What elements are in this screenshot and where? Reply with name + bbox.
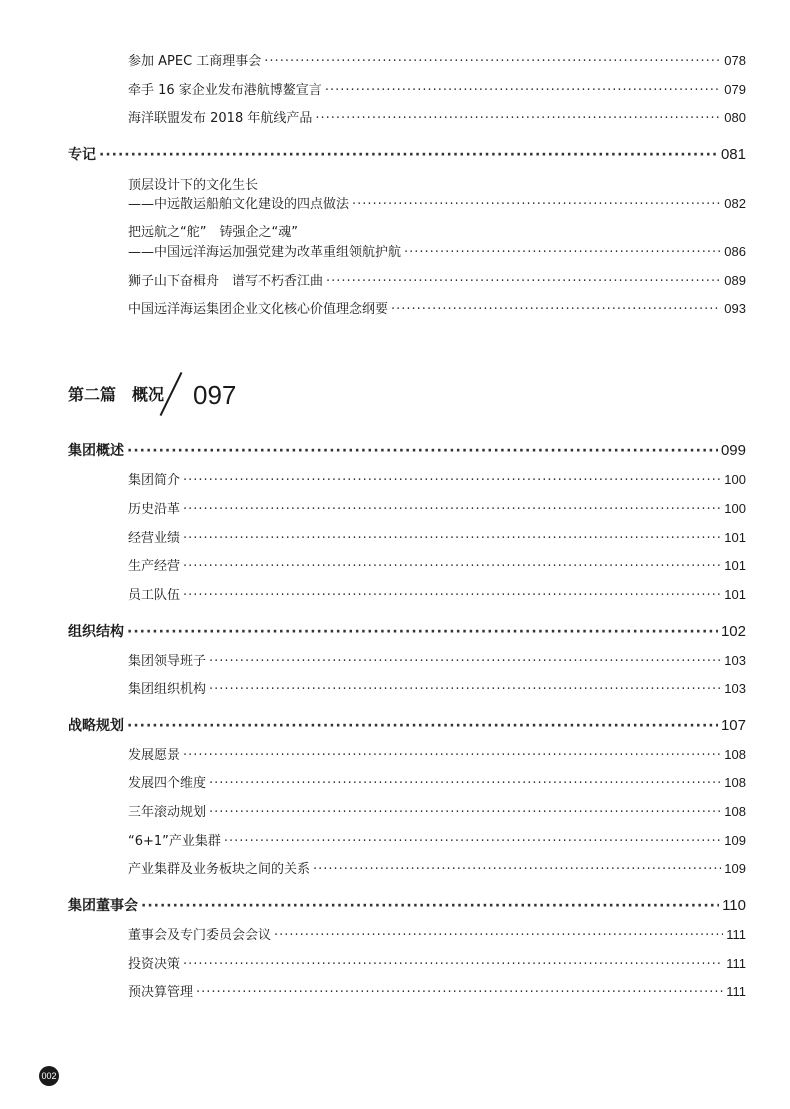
toc-entry-title: 集团简介 [128, 473, 181, 488]
leader-dots [313, 862, 721, 877]
leader-dots [391, 302, 721, 317]
toc-entry-page: 109 [724, 861, 746, 876]
toc-section-title: 组织结构 [68, 624, 124, 640]
leader-dots [141, 898, 719, 914]
toc-entry-title: 董事会及专门委员会会议 [128, 928, 272, 943]
leader-dots [127, 624, 718, 640]
leader-dots [209, 776, 721, 791]
toc-entry-page: 093 [724, 301, 746, 316]
toc-entry[interactable] [128, 498, 746, 517]
toc-entry[interactable] [128, 650, 746, 669]
toc-section-title: 战略规划 [68, 718, 124, 734]
toc-entry-title: 历史沿革 [128, 502, 181, 517]
toc-entry-title: 经营业绩 [128, 531, 181, 546]
leader-dots [315, 111, 721, 126]
toc-entry-page: 101 [724, 558, 746, 573]
toc-entry-page: 108 [724, 775, 746, 790]
toc-entry[interactable] [128, 801, 746, 820]
toc-section-page: 099 [720, 442, 746, 459]
toc-section-page: 081 [720, 146, 746, 163]
leader-dots [127, 443, 718, 459]
toc-entry-subtitle: ——中国远洋海运加强党建为改革重组领航护航 [128, 245, 402, 260]
toc-section[interactable] [68, 715, 746, 735]
part-page-number: 097 [193, 380, 237, 410]
leader-dots [183, 559, 721, 574]
toc-entry-title: 参加 APEC 工商理事会 [128, 54, 262, 69]
toc-section[interactable] [68, 144, 746, 164]
toc-entry-title: 发展愿景 [128, 748, 181, 763]
leader-dots [183, 748, 721, 763]
toc-entry-title: 产业集群及业务板块之间的关系 [128, 862, 311, 877]
leader-dots [183, 473, 721, 488]
toc-entry-page: 100 [724, 472, 746, 487]
toc-entry-title[interactable]: 把远航之“舵” 铸强企之“魂” [128, 225, 298, 240]
toc-entry-title: 集团领导班子 [128, 654, 207, 669]
toc-entry[interactable] [128, 744, 746, 763]
toc-section-page: 107 [720, 717, 746, 734]
leader-dots [264, 54, 721, 69]
toc-entry[interactable] [128, 981, 746, 1000]
toc-entry-title: 生产经营 [128, 559, 181, 574]
leader-dots [352, 197, 721, 212]
toc-section-title: 集团概述 [68, 443, 124, 459]
leader-dots [325, 83, 721, 98]
toc-entry-page: 079 [724, 82, 746, 97]
toc-entry-page: 108 [724, 747, 746, 762]
toc-entry-title[interactable]: 顶层设计下的文化生长 [128, 178, 259, 193]
toc-entry-page: 089 [724, 273, 746, 288]
toc-entry[interactable] [128, 830, 746, 849]
toc-entry[interactable] [128, 924, 746, 943]
toc-entry[interactable] [128, 678, 746, 697]
toc-entry[interactable] [128, 469, 746, 488]
toc-entry-page: 103 [724, 653, 746, 668]
leader-dots [274, 928, 723, 943]
toc-entry[interactable] [128, 953, 746, 972]
toc-entry-title: 集团组织机构 [128, 682, 207, 697]
toc-entry[interactable] [128, 79, 746, 98]
toc-entry-page: 082 [724, 196, 746, 211]
toc-section[interactable] [68, 895, 746, 915]
leader-dots [99, 147, 718, 163]
toc-entry-title: 狮子山下奋楫舟 谱写不朽香江曲 [128, 274, 324, 289]
toc-section-page: 102 [720, 623, 746, 640]
toc-entry-page: 086 [724, 244, 746, 259]
leader-dots [404, 245, 721, 260]
toc-entry[interactable] [128, 858, 746, 877]
toc-entry-page: 103 [724, 681, 746, 696]
part-title: 第二篇 概况 [68, 385, 165, 404]
toc-entry-page: 080 [724, 110, 746, 125]
toc-entry-title: 员工队伍 [128, 588, 181, 603]
toc-entry-title: 海洋联盟发布 2018 年航线产品 [128, 111, 313, 126]
toc-entry[interactable] [128, 270, 746, 289]
toc-entry-page: 111 [726, 927, 746, 942]
toc-entry-title: 牵手 16 家企业发布港航博鳌宣言 [128, 83, 322, 98]
toc-entry-page: 101 [724, 530, 746, 545]
toc-entry-title: 预决算管理 [128, 985, 194, 1000]
toc-entry-title: 中国远洋海运集团企业文化核心价值理念纲要 [128, 302, 389, 317]
toc-entry[interactable] [128, 107, 746, 126]
toc-entry-title: 三年滚动规划 [128, 805, 207, 820]
toc-section-title: 专记 [68, 147, 96, 163]
toc-section[interactable] [68, 440, 746, 460]
toc-entry-page: 101 [724, 587, 746, 602]
toc-entry-page: 078 [724, 53, 746, 68]
toc-entry-subtitle: ——中远散运船舶文化建设的四点做法 [128, 197, 350, 212]
toc-section-title: 集团董事会 [68, 898, 138, 914]
leader-dots [209, 654, 721, 669]
toc-section-page: 110 [722, 897, 746, 914]
leader-dots [196, 985, 723, 1000]
toc-entry[interactable] [128, 50, 746, 69]
toc-entry[interactable] [128, 241, 746, 260]
toc-entry[interactable] [128, 298, 746, 317]
toc-entry-page: 100 [724, 501, 746, 516]
page-number-badge: 002 [39, 1066, 59, 1086]
leader-dots [326, 274, 721, 289]
leader-dots [183, 502, 721, 517]
leader-dots [209, 805, 721, 820]
toc-entry-title: 发展四个维度 [128, 776, 207, 791]
toc-entry-page: 111 [726, 984, 746, 999]
leader-dots [224, 834, 721, 849]
toc-entry-page: 108 [724, 804, 746, 819]
toc-entry[interactable] [128, 772, 746, 791]
toc-entry[interactable] [128, 584, 746, 603]
toc-entry[interactable] [128, 527, 746, 546]
toc-entry-title: 投资决策 [128, 957, 181, 972]
toc-entry-page: 111 [726, 956, 746, 971]
leader-dots [127, 718, 718, 734]
leader-dots [183, 531, 721, 546]
leader-dots [183, 957, 723, 972]
leader-dots [209, 682, 721, 697]
toc-section[interactable] [68, 621, 746, 641]
toc-entry-title: “6+1”产业集群 [128, 834, 221, 849]
toc-entry[interactable] [128, 193, 746, 212]
toc-entry[interactable] [128, 555, 746, 574]
leader-dots [183, 588, 721, 603]
toc-entry-page: 109 [724, 833, 746, 848]
